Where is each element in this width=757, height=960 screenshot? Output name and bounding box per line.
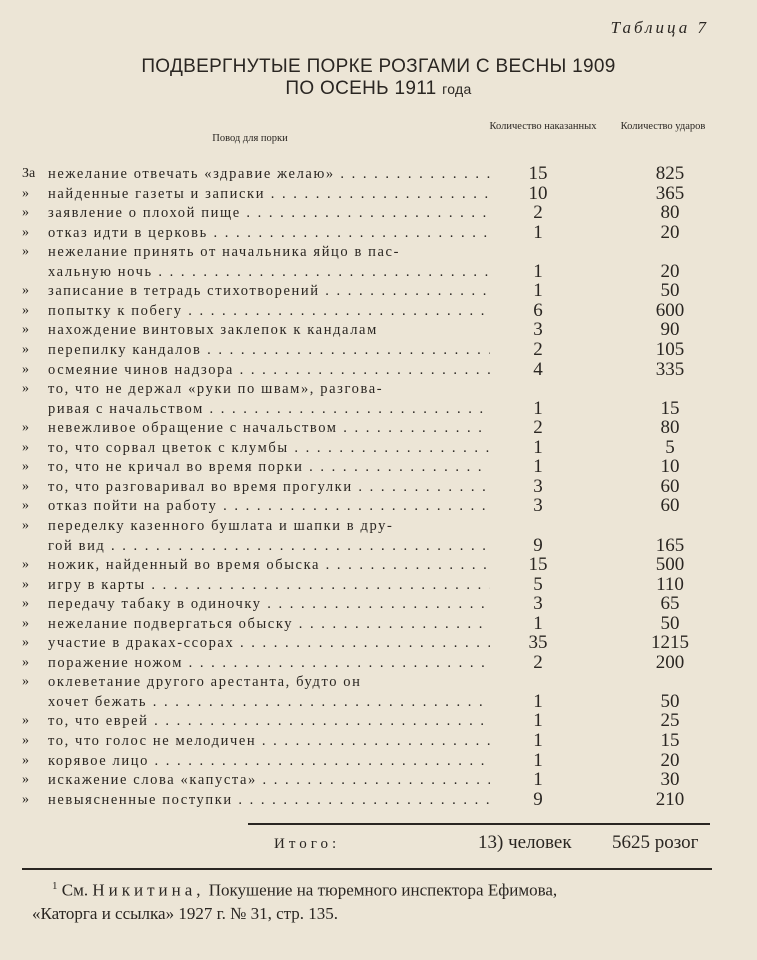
row-punished-count: 6	[533, 299, 543, 321]
row-prefix: »	[22, 361, 29, 377]
column-header-reason: Повод для порки	[212, 133, 288, 144]
row-prefix: »	[22, 322, 29, 338]
page-title-line-1: ПОДВЕРГНУТЫЕ ПОРКЕ РОЗГАМИ С ВЕСНЫ 1909	[141, 56, 616, 77]
row-punished-count: 1	[533, 710, 543, 732]
row-blows-count: 600	[655, 299, 685, 321]
row-prefix: »	[22, 674, 29, 690]
row-reason: то, что не кричал во время порки . . .	[48, 459, 490, 476]
row-punished-count: 4	[533, 358, 543, 380]
footnote-prefix: См.	[61, 880, 89, 900]
table-number-label: Таблица 7	[610, 18, 709, 37]
row-reason: хочет бежать . . .	[48, 694, 490, 711]
footnote-author: Никитина,	[92, 880, 205, 900]
row-punished-count: 1	[533, 221, 543, 243]
row-prefix: »	[22, 752, 29, 768]
row-reason: то, что разговаривал во время прогулки . . .	[48, 479, 490, 496]
row-blows-count: 60	[660, 495, 680, 517]
table-row	[0, 495, 757, 518]
row-prefix: »	[22, 342, 29, 357]
page-title-line-2	[0, 78, 757, 100]
footnote-title: Покушение на тюремного инспектора Ефимова,	[208, 880, 558, 900]
row-punished-count: 3	[533, 495, 543, 517]
row-reason: невыясненные поступки . . .	[48, 792, 490, 809]
row-prefix: »	[22, 498, 29, 514]
row-blows-count: 105	[655, 339, 685, 360]
row-reason: игру в карты . . .	[48, 577, 490, 594]
row-punished-count: 1	[533, 456, 543, 478]
column-header-punished-count: Количество наказанных	[489, 121, 597, 132]
row-prefix: »	[22, 185, 29, 201]
row-punished-count: 5	[533, 573, 543, 595]
footnote-line-2: «Каторга и ссылка» 1927 г. № 31, стр. 135.	[32, 904, 339, 923]
row-reason: нежелание принять от начальника яйцо в пас-	[48, 244, 401, 261]
row-punished-count: 1	[533, 397, 543, 419]
row-blows-count: 1215	[651, 632, 689, 654]
row-blows-count: 20	[660, 260, 680, 282]
row-reason: нежелание отвечать «здравие желаю» . . .	[48, 166, 490, 183]
table-row	[0, 358, 757, 382]
row-blows-count: 50	[660, 280, 680, 302]
row-blows-count: 20	[660, 221, 680, 243]
row-blows-count: 80	[660, 417, 680, 439]
column-header-blows-count: Количество ударов	[620, 121, 706, 132]
row-punished-count: 2	[533, 339, 543, 360]
row-reason: участие в драках-ссорах . . .	[48, 635, 490, 652]
row-reason: отказ идти в церковь . . .	[48, 225, 490, 242]
row-reason: поражение ножом . . .	[48, 655, 490, 672]
row-blows-count: 5	[665, 436, 675, 458]
table-row	[0, 221, 757, 245]
row-prefix: »	[22, 381, 29, 397]
row-blows-count: 335	[655, 358, 685, 380]
row-blows-count: 200	[655, 651, 685, 673]
row-prefix: »	[22, 517, 29, 533]
row-punished-count: 1	[533, 436, 543, 458]
row-reason: заявление о плохой пище . . .	[48, 205, 490, 222]
row-reason: найденные газеты и записки . . .	[48, 186, 490, 203]
row-reason: переделку казенного бушлата и шапки в дру-	[48, 517, 394, 534]
row-reason: записание в тетрадь стихотворений . . .	[48, 283, 490, 300]
row-prefix: »	[22, 439, 29, 455]
row-reason: искажение слова «капуста» . . .	[48, 772, 490, 789]
row-reason: ножик, найденный во время обыска . . .	[48, 557, 490, 574]
row-punished-count: 2	[533, 202, 543, 224]
row-reason: попытку к побегу . . .	[48, 303, 490, 320]
row-blows-count: 365	[655, 182, 685, 204]
row-blows-count: 25	[660, 710, 680, 732]
row-punished-count: 15	[528, 554, 548, 575]
row-punished-count: 9	[533, 788, 543, 810]
total-divider	[248, 823, 710, 825]
title-years: ПО ОСЕНЬ 1911	[285, 78, 437, 99]
row-prefix: »	[22, 283, 29, 299]
row-prefix: За	[22, 166, 36, 181]
row-blows-count: 20	[660, 749, 680, 771]
row-punished-count: 1	[533, 260, 543, 282]
row-reason: невежливое обращение с начальством . . .	[48, 420, 490, 437]
row-reason: то, что еврей . . .	[48, 713, 490, 730]
table-row	[0, 651, 757, 675]
row-blows-count: 90	[660, 319, 680, 341]
row-punished-count: 3	[533, 475, 543, 497]
row-reason: отказ пойти на работу . . .	[48, 498, 490, 515]
row-punished-count: 10	[528, 182, 548, 204]
row-reason: корявое лицо . . .	[48, 753, 490, 770]
row-punished-count: 2	[533, 417, 543, 439]
row-reason: оклеветание другого арестанта, будто он	[48, 674, 362, 691]
row-prefix: »	[22, 635, 29, 651]
row-blows-count: 15	[660, 397, 680, 419]
row-blows-count: 60	[660, 475, 680, 497]
row-blows-count: 825	[655, 163, 685, 184]
row-punished-count: 1	[533, 280, 543, 302]
row-reason: осмеяние чинов надзора . . .	[48, 362, 490, 379]
row-reason: нахождение винтовых заклепок к кандалам	[48, 322, 378, 339]
row-prefix: »	[22, 576, 29, 592]
row-prefix: »	[22, 733, 29, 748]
row-blows-count: 165	[655, 534, 685, 556]
row-punished-count: 3	[533, 593, 543, 615]
footnote-divider	[22, 868, 712, 870]
total-blows: 5625 розог	[612, 832, 699, 853]
row-prefix: »	[22, 596, 29, 612]
row-prefix: »	[22, 302, 29, 318]
row-punished-count: 15	[528, 163, 548, 184]
row-blows-count: 210	[655, 788, 685, 810]
row-punished-count: 9	[533, 534, 543, 556]
row-prefix: »	[22, 772, 29, 788]
row-prefix: »	[22, 459, 29, 475]
row-prefix: »	[22, 244, 29, 260]
row-prefix: »	[22, 615, 29, 631]
row-blows-count: 10	[660, 456, 680, 478]
row-reason: то, что сорвал цветок с клумбы . . .	[48, 440, 490, 457]
row-punished-count: 1	[533, 730, 543, 751]
row-blows-count: 50	[660, 612, 680, 634]
footnote-line-1	[52, 880, 557, 901]
row-punished-count: 1	[533, 749, 543, 771]
row-reason: передачу табаку в одиночку . . .	[48, 596, 490, 613]
footnote-marker: 1	[52, 880, 58, 892]
row-prefix: »	[22, 420, 29, 436]
row-punished-count: 35	[528, 632, 548, 654]
row-reason: то, что голос не мелодичен . . .	[48, 733, 490, 750]
row-punished-count: 1	[533, 612, 543, 634]
row-blows-count: 500	[655, 554, 685, 575]
row-blows-count: 65	[660, 593, 680, 615]
row-blows-count: 15	[660, 730, 680, 751]
row-reason: гой вид . . .	[48, 538, 490, 555]
row-reason: хальную ночь . . .	[48, 264, 490, 281]
row-prefix: »	[22, 557, 29, 572]
row-blows-count: 50	[660, 690, 680, 712]
table-row	[0, 788, 757, 812]
row-prefix: »	[22, 791, 29, 807]
row-prefix: »	[22, 205, 29, 221]
row-punished-count: 3	[533, 319, 543, 341]
row-blows-count: 80	[660, 202, 680, 224]
row-prefix: »	[22, 654, 29, 670]
row-punished-count: 1	[533, 769, 543, 791]
title-year-word: года	[442, 81, 472, 97]
row-reason: нежелание подвергаться обыску . . .	[48, 616, 490, 633]
row-prefix: »	[22, 478, 29, 494]
total-label: Итого:	[274, 836, 341, 852]
row-blows-count: 30	[660, 769, 680, 791]
row-reason: перепилку кандалов . . .	[48, 342, 490, 359]
total-punished: 13) человек	[478, 832, 572, 853]
row-blows-count: 110	[656, 573, 684, 595]
row-prefix: »	[22, 713, 29, 729]
row-punished-count: 1	[533, 690, 543, 712]
row-prefix: »	[22, 224, 29, 240]
row-reason: то, что не держал «руки по швам», разгова-	[48, 381, 384, 398]
row-punished-count: 2	[533, 651, 543, 673]
row-reason: ривая с начальством . . .	[48, 401, 490, 418]
